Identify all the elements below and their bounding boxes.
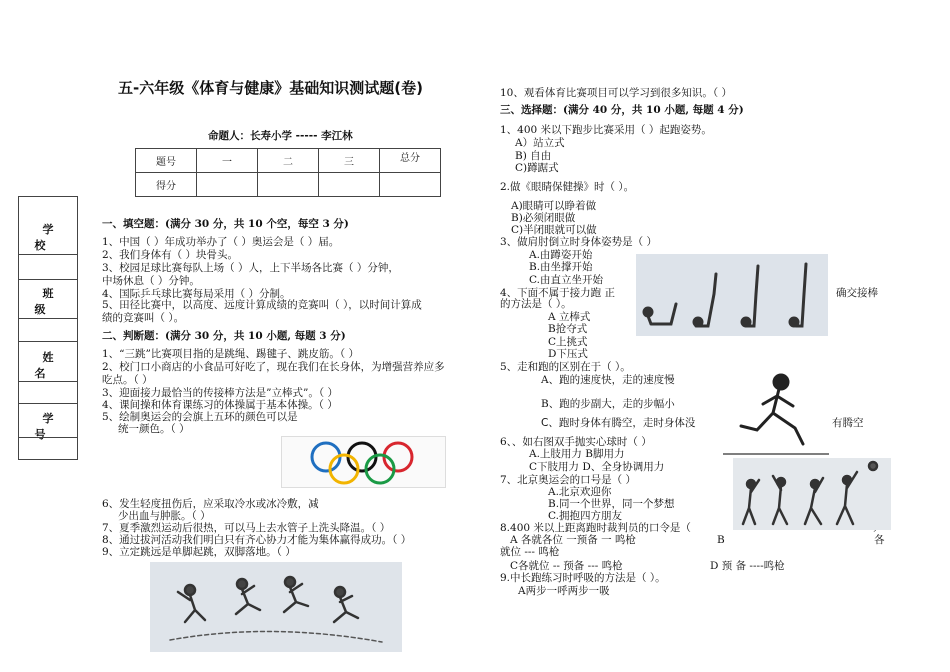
section2-heading: 二、判断题：(满分 30 分，共 10 小题, 每题 3 分) [102, 330, 346, 342]
choice-line: 4、下面不属于接力跑 正 [500, 287, 616, 299]
section3-heading: 三、选择题：(满分 40 分，共 10 小题, 每题 4 分) [500, 104, 744, 116]
divider [19, 254, 77, 255]
section1-heading: 一、填空题：(满分 30 分，共 10 个空，每空 3 分) [102, 218, 349, 230]
choice-line: B、跑的步副大，走的步幅小 [541, 398, 675, 410]
student-no-label: 学 号 [34, 412, 70, 441]
long-jump-image [150, 562, 402, 652]
choice-line: B) 自由 [515, 150, 552, 162]
author-line: 命题人：长寿小学 ----- 李江林 [208, 130, 353, 142]
choice-line: A)眼睛可以睁着做 [511, 200, 597, 212]
score-cell: 二 [258, 149, 319, 173]
divider [19, 279, 77, 280]
choice-line: 就位 --- 鸣枪 [500, 546, 560, 558]
section2-line: 少出血与肿胀。（ ） [118, 510, 211, 522]
divider [19, 381, 77, 382]
section1-line: 3、校园足球比赛每队上场（ ）人，上下半场各比赛（ ）分钟， [102, 262, 399, 274]
divider [19, 318, 77, 319]
section1-line: 2、我们身体有（ ）块骨头。 [102, 249, 239, 261]
section2-line: 6、发生轻度扭伤后，应采取冷水或冰冷敷，减 [102, 498, 319, 510]
choice-line: C上挑式 [548, 336, 588, 348]
choice-line: 5、走和跑的区别在于（ ）。 [500, 361, 631, 373]
school-label: 学 校 [34, 223, 70, 252]
score-cell [319, 173, 380, 197]
score-cell: 三 [319, 149, 380, 173]
score-cell: 得分 [136, 173, 197, 197]
choice-line: 确交接棒 [836, 287, 878, 299]
divider [19, 341, 77, 342]
section2-line: 吃点。（ ） [102, 374, 153, 386]
choice-line: 6、、如右图双手抛实心球时（ ） [500, 436, 652, 448]
ball-throw-image [733, 458, 891, 530]
choice-line: A.北京欢迎你 [548, 486, 612, 498]
score-cell: 题号 [136, 149, 197, 173]
runner-image [723, 368, 829, 458]
choice-line: 有腾空 [832, 417, 864, 429]
section2-line: 1、“三跳”比赛项目指的是跳绳、踢毽子、跳皮筋。（ ） [102, 348, 360, 360]
choice-line: D下压式 [548, 348, 588, 360]
section2-line: 9、立定跳远是单脚起跳，双脚落地。（ ） [102, 546, 296, 558]
choice-line: A）站立式 [515, 137, 565, 149]
section2-line: 7、夏季激烈运动后很热，可以马上去水管子上洗头降温。（ ） [102, 522, 391, 534]
choice-line: B [717, 534, 725, 546]
choice-line: 7、北京奥运会的口号是（ ） [500, 474, 637, 486]
choice-line: A两步一呼两步一吸 [518, 585, 610, 597]
choice-line: D 预 备 ----鸣枪 [710, 560, 785, 572]
choice-line: B)必须闭眼做 [511, 212, 576, 224]
divider [19, 403, 77, 404]
choice-line: C.拥抱四方朋友 [548, 510, 622, 522]
section1-line: 绩的竞赛叫（ ）。 [102, 312, 185, 324]
section1-line: 5、田径比赛中，以高度、远度计算成绩的竞赛叫（ ），以时间计算成 [102, 299, 422, 311]
choice-line: C)蹲踞式 [515, 162, 559, 174]
section2-line: 8、通过拔河活动我们明白只有齐心协力才能为集体赢得成功。（ ） [102, 534, 412, 546]
choice-line: A 立棒式 [548, 311, 591, 323]
section1-line: 中场休息（ ）分钟。 [102, 275, 200, 287]
choice-line: B.同一个世界，同一个梦想 [548, 498, 675, 510]
section2-line: 2、校门口小商店的小食品可好吃了，现在我们在长身体，为增强营养应多 [102, 361, 445, 373]
score-table [135, 148, 441, 197]
score-cell [197, 173, 258, 197]
olympic-rings-image [281, 436, 446, 488]
choice-line: A.上肢用力 B脚用力 [529, 448, 625, 460]
score-cell [258, 173, 319, 197]
choice-line: 1、400 米以下跑步比赛采用（ ）起跑姿势。 [500, 124, 712, 136]
divider [19, 437, 77, 438]
choice-line: C)半闭眼就可以做 [511, 224, 597, 236]
choice-line: A.由蹲姿开始 [529, 249, 593, 261]
score-cell: 总分 [380, 149, 441, 173]
choice-line: C.由直立坐开始 [529, 274, 603, 286]
score-cell [380, 173, 441, 197]
section2-line: 5、绘制奥运会的会旗上五环的颜色可以是 [102, 411, 298, 423]
section1-line: 4、国际乒乓球比赛每局采用（ ）分制。 [102, 288, 291, 300]
choice-line: 9.中长跑练习时呼吸的方法是（ ）。 [500, 572, 666, 584]
class-label: 班 级 [34, 287, 70, 316]
choice-line: C各就位 -- 预备 --- 鸣枪 [510, 560, 623, 572]
section1-line: 1、中国（ ）年成功举办了（ ）奥运会是（ ）届。 [102, 236, 340, 248]
student-info-strip [18, 196, 78, 460]
choice-line: B.由坐撑开始 [529, 261, 593, 273]
choice-line: 3、做肩肘倒立时身体姿势是（ ） [500, 236, 658, 248]
judge-q10: 10、观看体育比赛项目可以学习到很多知识。（ ） [500, 87, 732, 99]
choice-line: C下肢用力 D、全身协调用力 [529, 461, 665, 473]
shoulder-stand-image [636, 254, 828, 336]
page-title: 五-六年级《体育与健康》基础知识测试题(卷) [118, 79, 423, 97]
choice-line: C、跑时身体有腾空，走时身体没 [541, 417, 696, 429]
choice-line: A、跑的速度快，走的速度慢 [541, 374, 675, 386]
choice-line: 的方法是（ ）。 [500, 298, 572, 310]
score-cell: 一 [197, 149, 258, 173]
section2-line: 3、迎面接力最恰当的传接棒方法是”立棒式”。（ ） [102, 387, 339, 399]
choice-line: 各 [874, 534, 885, 546]
section2-line: 4、课间操和体育课练习的体操属于基本体操。（ ） [102, 399, 338, 411]
choice-line: 2.做《眼睛保健操》时（ ）。 [500, 181, 635, 193]
choice-line: A 各就各位 一预备 一 鸣枪 [510, 534, 636, 546]
section2-line: 统一颜色。（ ） [118, 423, 190, 435]
choice-line: 8.400 米以上距离跑时裁判员的口令是（ [500, 522, 691, 534]
choice-line: B抢夺式 [548, 323, 588, 335]
name-label: 姓 名 [34, 351, 70, 380]
